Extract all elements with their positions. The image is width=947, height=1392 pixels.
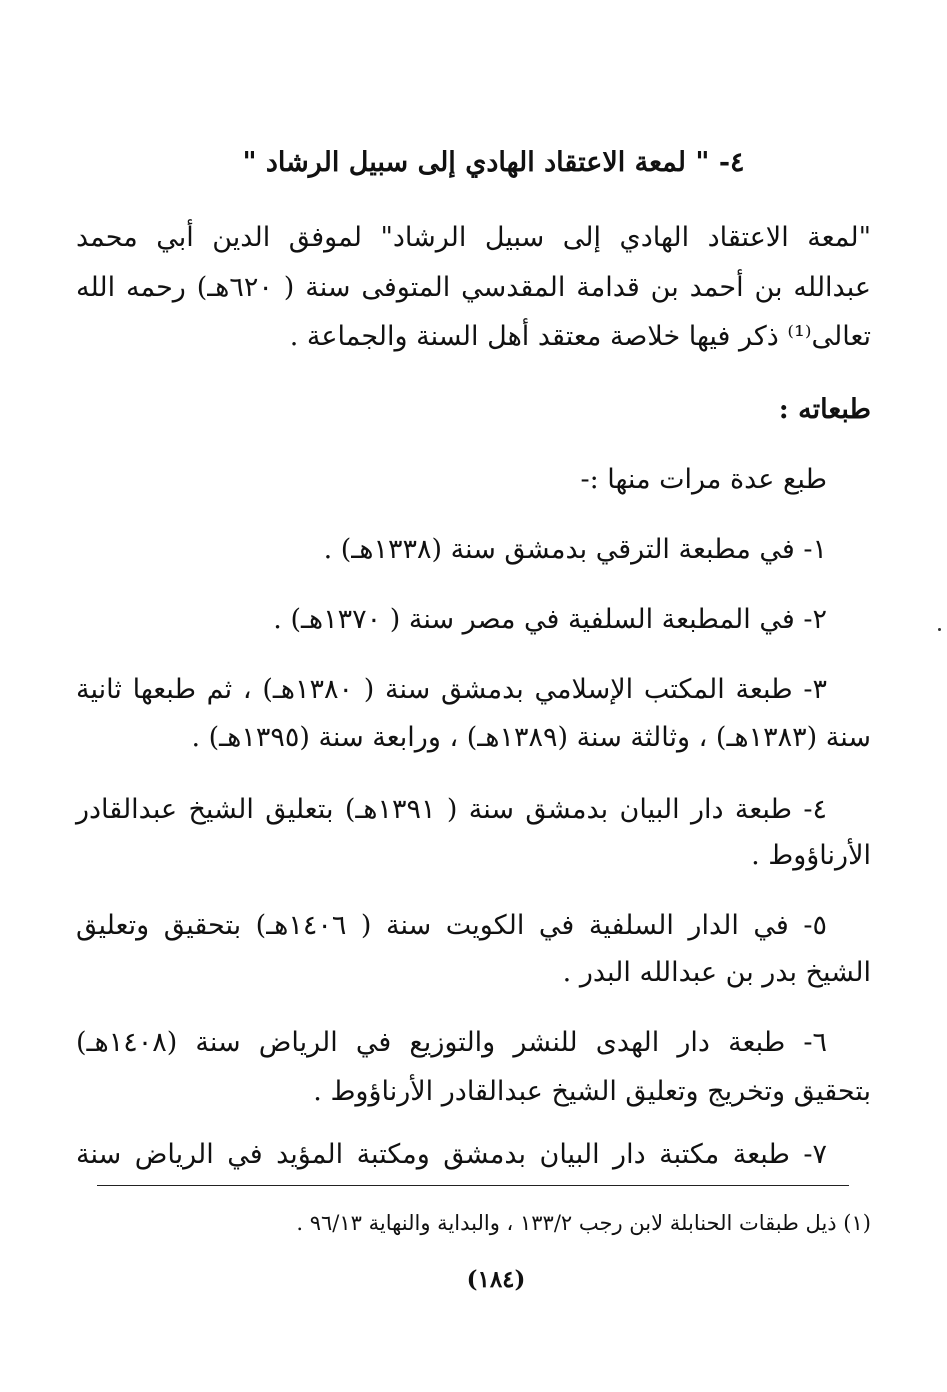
- printing-item-4-line-2: الأرناؤوط .: [751, 840, 871, 871]
- footnote-separator: [97, 1185, 849, 1186]
- intro-line-3: تعالى⁽¹⁾ ذكر فيها خلاصة معتقد أهل السنة والجماعة .: [289, 321, 871, 352]
- footnote: (١) ذيل طبقات الحنابلة لابن رجب ١٣٣/٢ ، والبداية والنهاية ٩٦/١٣ .: [296, 1211, 871, 1235]
- section-heading: طبعاته :: [778, 394, 871, 425]
- printing-item-1: ١- في مطبعة الترقي بدمشق سنة (١٣٣٨هـ) .: [323, 534, 827, 565]
- printing-item-6-line-1: ٦- طبعة دار الهدى للنشر والتوزيع في الرياض سنة (١٤٠٨هـ): [76, 1027, 828, 1058]
- page-number: (١٨٤): [466, 1266, 526, 1293]
- printing-item-6-line-2: بتحقيق وتخريج وتعليق الشيخ عبدالقادر الأرناؤوط .: [313, 1076, 871, 1107]
- printing-item-5-line-2: الشيخ بدر بن عبدالله البدر .: [562, 957, 871, 988]
- intro-line-1: "لمعة الاعتقاد الهادي إلى سبيل الرشاد" لموفق الدين أبي محمد: [76, 222, 871, 253]
- printing-item-2: ٢- في المطبعة السلفية في مصر سنة ( ١٣٧٠هـ) .: [273, 604, 827, 635]
- printing-item-3-line-1: ٣- طبعة المكتب الإسلامي بدمشق سنة ( ١٣٨٠هـ) ، ثم طبعها ثانية: [76, 674, 827, 705]
- printing-item-5-line-1: ٥- في الدار السلفية في الكويت سنة ( ١٤٠٦هـ) بتحقيق وتعليق: [76, 910, 827, 941]
- intro-line-2: عبدالله بن أحمد بن قدامة المقدسي المتوفى سنة ( ٦٢٠هـ) رحمه الله: [76, 272, 871, 303]
- printing-item-7-line-1: ٧- طبعة مكتبة دار البيان بدمشق ومكتبة المؤيد في الرياض سنة: [76, 1139, 827, 1170]
- printing-item-3-line-2: سنة (١٣٨٣هـ) ، وثالثة سنة (١٣٨٩هـ) ، ورابعة سنة (١٣٩٥هـ) .: [191, 722, 871, 753]
- printing-item-4-line-1: ٤- طبعة دار البيان بدمشق سنة ( ١٣٩١هـ) بتعليق الشيخ عبدالقادر: [76, 794, 828, 825]
- chapter-title: ٤- " لمعة الاعتقاد الهادي إلى سبيل الرشاد ": [242, 147, 745, 178]
- scan-speck: [938, 628, 941, 631]
- printings-intro: طبع عدة مرات منها :-: [580, 464, 827, 495]
